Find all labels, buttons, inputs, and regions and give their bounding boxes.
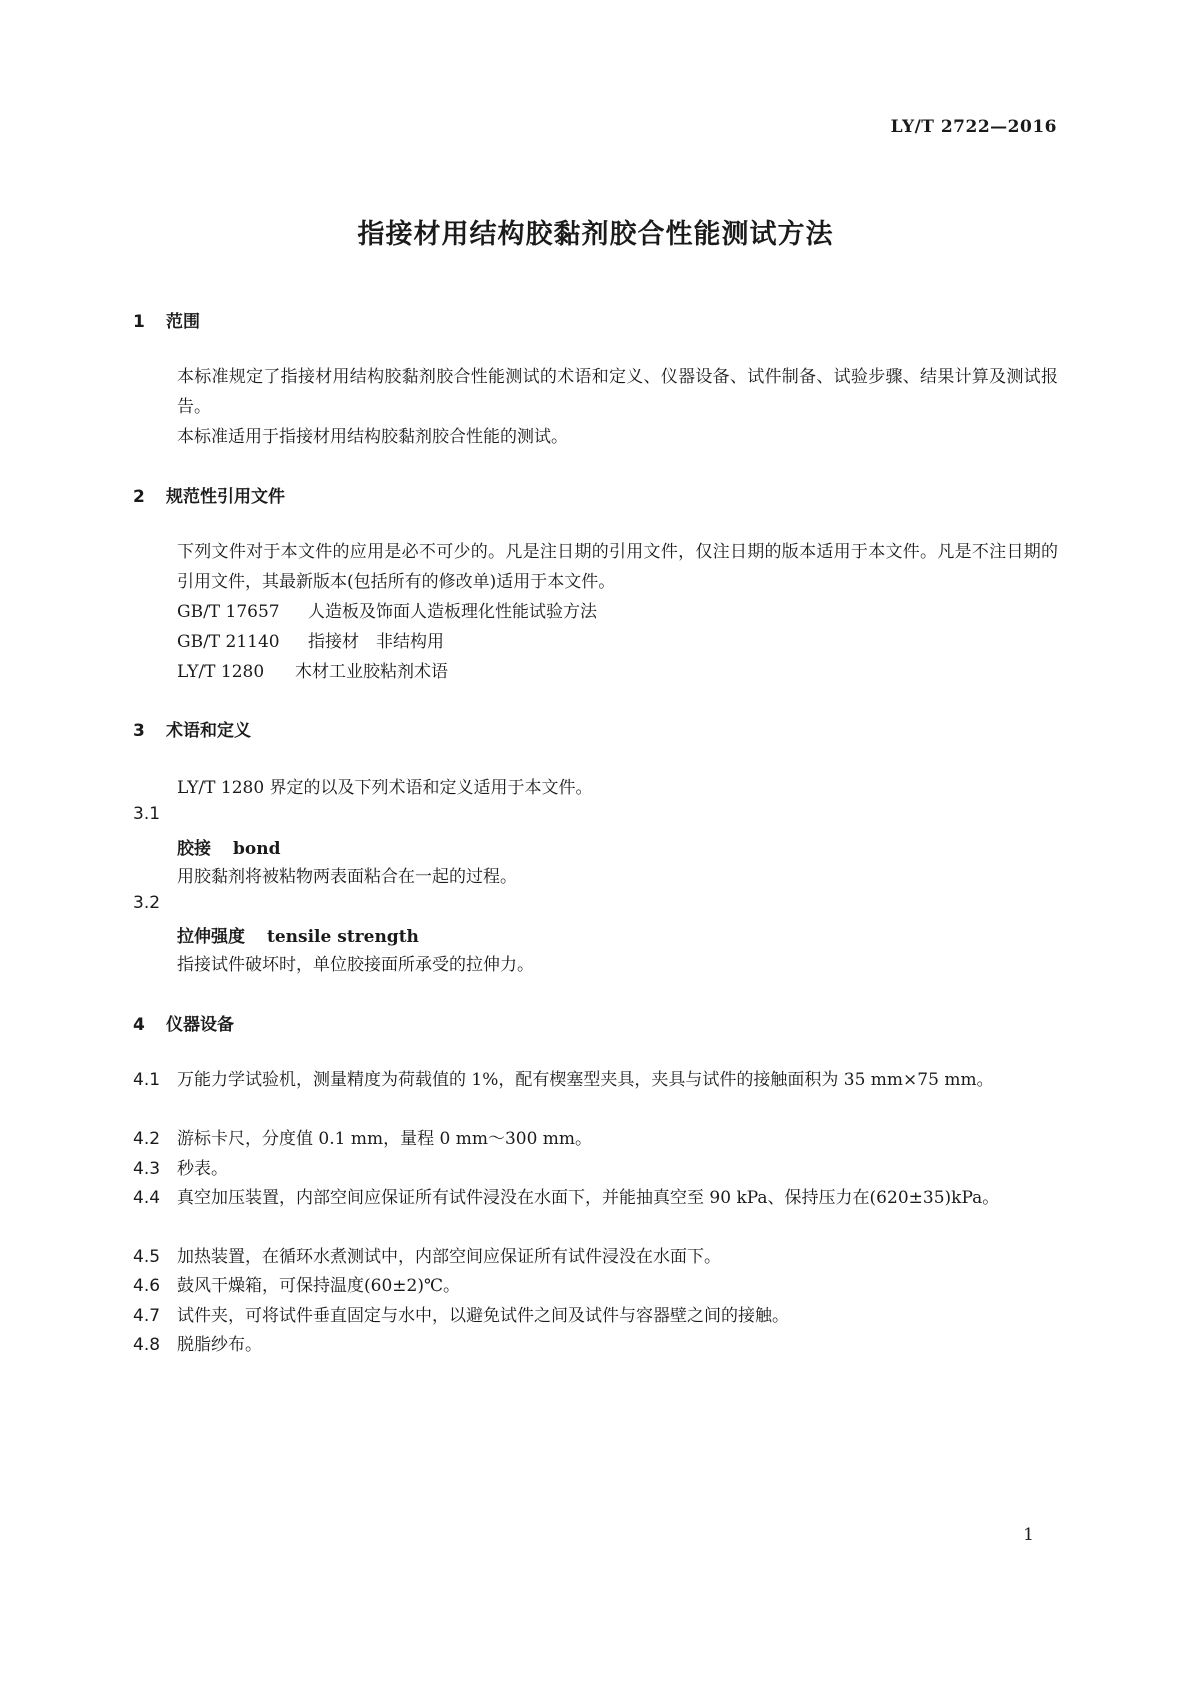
- document-title: 指接材用结构胶黏剂胶合性能测试方法: [357, 219, 834, 250]
- item-text: 加热装置，在循环水煮测试中，内部空间应保证所有试件浸没在水面下。: [177, 1247, 721, 1267]
- section-number: 1: [133, 312, 145, 332]
- reference-item: [177, 627, 444, 652]
- item-text: 试件夹，可将试件垂直固定与水中，以避免试件之间及试件与容器壁之间的接触。: [177, 1306, 789, 1326]
- term-zh: 胶接: [177, 839, 211, 859]
- section-heading-terms: [133, 716, 251, 741]
- document-code: LY/T 2722—2016: [890, 117, 1057, 137]
- page-number: 1: [1023, 1525, 1034, 1545]
- section-number: 2: [133, 487, 145, 507]
- apparatus-item: [133, 1154, 1058, 1184]
- apparatus-item: [133, 1330, 1058, 1360]
- term-en: tensile strength: [267, 927, 419, 947]
- term-entry: [177, 834, 280, 859]
- section-heading-references: [133, 482, 285, 507]
- apparatus-item: [133, 1124, 1058, 1154]
- item-text: 秒表。: [177, 1159, 228, 1179]
- section-number: 3: [133, 721, 145, 741]
- references-intro: 下列文件对于本文件的应用是必不可少的。凡是注日期的引用文件，仅注日期的版本适用于本文件。凡是不注日期的引用文件，其最新版本(包括所有的修改单)适用于本文件。: [177, 542, 1058, 592]
- term-en: bond: [233, 839, 281, 859]
- reference-code: LY/T 1280: [177, 662, 265, 682]
- section-title: 范围: [166, 312, 200, 332]
- item-text: 鼓风干燥箱，可保持温度(60±2)℃。: [177, 1276, 460, 1296]
- clause-number: 3.1: [133, 804, 161, 824]
- item-number: 4.3: [133, 1159, 161, 1179]
- item-text: 真空加压装置，内部空间应保证所有试件浸没在水面下，并能抽真空至 90 kPa、保持压力在(620±35)kPa。: [177, 1188, 1000, 1208]
- item-number: 4.5: [133, 1247, 161, 1267]
- term-zh: 拉伸强度: [177, 927, 245, 947]
- item-number: 4.1: [133, 1070, 161, 1090]
- section-heading-scope: [133, 307, 200, 332]
- section-heading-apparatus: [133, 1010, 234, 1035]
- item-number: 4.2: [133, 1129, 161, 1149]
- section-title: 术语和定义: [166, 721, 251, 741]
- term-definition: 指接试件破坏时，单位胶接面所承受的拉伸力。: [177, 955, 534, 975]
- reference-title: 指接材 非结构用: [308, 632, 444, 652]
- apparatus-item: [133, 1271, 1058, 1301]
- clause-number: 3.2: [133, 893, 161, 913]
- apparatus-item: [133, 1301, 1058, 1331]
- reference-code: GB/T 21140: [177, 632, 280, 652]
- item-text: 游标卡尺，分度值 0.1 mm，量程 0 mm～300 mm。: [177, 1129, 593, 1149]
- paragraph: [133, 362, 1058, 452]
- paragraph: [133, 537, 1058, 597]
- terms-intro: LY/T 1280 界定的以及下列术语和定义适用于本文件。: [177, 778, 593, 798]
- item-number: 4.7: [133, 1306, 161, 1326]
- item-text: 万能力学试验机，测量精度为荷载值的 1%，配有楔塞型夹具，夹具与试件的接触面积为 35 mm×75 mm。: [177, 1070, 994, 1090]
- section-title: 仪器设备: [166, 1015, 234, 1035]
- item-number: 4.8: [133, 1335, 161, 1355]
- term-definition: 用胶黏剂将被粘物两表面粘合在一起的过程。: [177, 867, 517, 887]
- apparatus-item: [133, 1242, 1058, 1272]
- item-number: 4.6: [133, 1276, 161, 1296]
- reference-item: [177, 657, 448, 682]
- reference-code: GB/T 17657: [177, 602, 280, 622]
- reference-title: 人造板及饰面人造板理化性能试验方法: [308, 602, 597, 622]
- scope-text-1: 本标准规定了指接材用结构胶黏剂胶合性能测试的术语和定义、仪器设备、试件制备、试验步骤、结果计算及测试报告。: [177, 367, 1058, 417]
- apparatus-item: [133, 1183, 1058, 1213]
- item-text: 脱脂纱布。: [177, 1335, 262, 1355]
- reference-title: 木材工业胶粘剂术语: [295, 662, 448, 682]
- item-number: 4.4: [133, 1188, 161, 1208]
- scope-text-2: 本标准适用于指接材用结构胶黏剂胶合性能的测试。: [177, 427, 568, 447]
- reference-item: [177, 597, 597, 622]
- section-title: 规范性引用文件: [166, 487, 285, 507]
- section-number: 4: [133, 1015, 145, 1035]
- term-entry: [177, 922, 419, 947]
- apparatus-item: [133, 1065, 1058, 1095]
